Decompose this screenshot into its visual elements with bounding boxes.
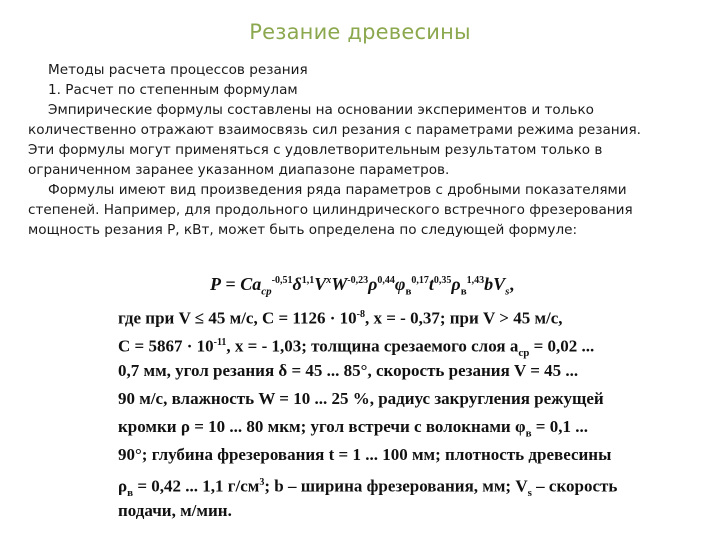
formula-row: 90 м/с, влажность W = 10 ... 25 %, радиус закругления режущей xyxy=(118,389,604,408)
formula-row: подачи, м/мин. xyxy=(118,501,232,520)
formula-row: $\rho_в = 0,42$ ... 1,1 $г/см^3$; b – ширина фрезерования, мм; $V_s$ – скорость xyxy=(118,476,618,500)
formula-row: 90°; глубина фрезерования t = 1 ... 100 мм; плотность древесины xyxy=(118,445,612,464)
body-text xyxy=(28,60,698,240)
formula-row: кромки ρ = 10 ... 80 мкм; угол встречи с волокнами $\varphi_в = 0,1$ ... xyxy=(118,417,588,440)
formula-main: $P = Ca_{cp}^{-0,51}\delta^{1,1}V^xW^{-0,23}\rho^{0,44}\varphi_в^{0,17}t^{0,35}\rho_в^{1,43}bV_s$, xyxy=(210,274,514,298)
paragraph-line: Формулы имеют вид произведения ряда параметров с дробными показателями xyxy=(48,182,627,198)
section-heading: Методы расчета процессов резания xyxy=(48,62,308,78)
slide-title: Резание древесины xyxy=(249,20,471,44)
paragraph-line: мощность резания Р, кВт, может быть определена по следующей формуле: xyxy=(28,222,578,238)
subsection-heading: 1. Расчет по степенным формулам xyxy=(48,82,298,98)
paragraph-line: Эмпирические формулы составлены на основании экспериментов и только xyxy=(48,102,594,118)
formula-image xyxy=(110,270,622,528)
paragraph-line: Эти формулы могут применяться с удовлетворительным результатом только в xyxy=(28,142,603,158)
formula-row: где при V ≤ 45 м/с, $C = 1126 \cdot 10^{-8}$, x = - 0,37; при V > 45 м/с, xyxy=(118,308,563,328)
paragraph-line: ограниченном заранее указанном диапазоне параметров. xyxy=(28,162,450,178)
paragraph-line: степеней. Например, для продольного цилиндрического встречного фрезерования xyxy=(28,202,633,218)
formula-row: 0,7 мм, угол резания δ = 45 ... 85°, скорость резания V = 45 ... xyxy=(118,361,579,380)
paragraph-line: количественно отражают взаимосвязь сил резания с параметрами режима резания. xyxy=(28,122,641,138)
formula-row: $C = 5867 \cdot 10^{-11}$, x = - 1,03; толщина срезаемого слоя $a_{cp} = 0,02$ ... xyxy=(118,336,595,360)
